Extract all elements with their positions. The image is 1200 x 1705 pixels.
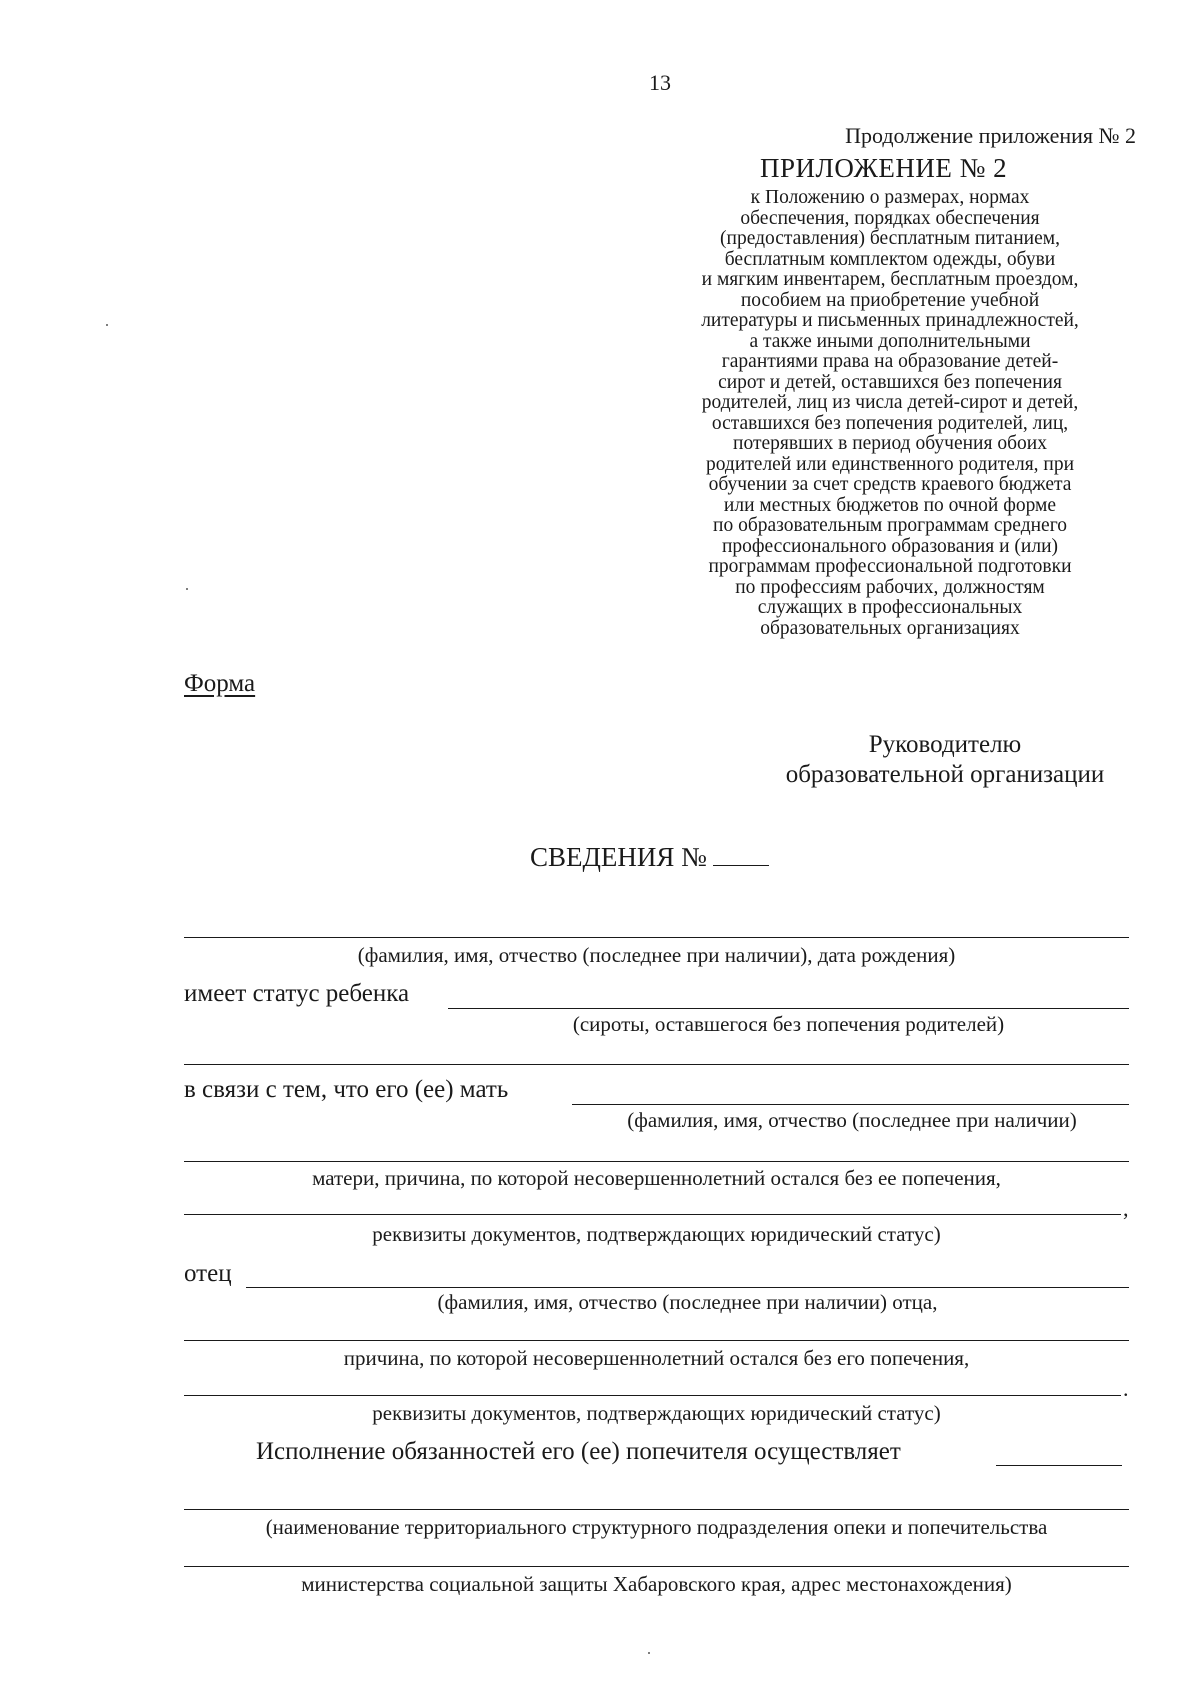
appendix-description — [640, 188, 1140, 639]
appendix-description-line: родителей, лиц из числа детей-сирот и детей, — [701, 392, 1079, 413]
appendix-description-line: сирот и детей, оставшихся без попечения — [718, 371, 1062, 393]
appendix-description-line: или местных бюджетов по очной форме — [723, 494, 1057, 516]
document-title — [530, 842, 769, 873]
appendix-description-line: по образовательным программам среднего — [713, 515, 1067, 536]
appendix-description-line: программам профессиональной подготовки — [708, 556, 1072, 577]
caption-father-fio: (фамилия, имя, отчество (последнее при наличии) отца, — [437, 1290, 938, 1314]
guardian-ministry-line[interactable] — [184, 1566, 1129, 1567]
page-number: 13 — [649, 70, 671, 95]
father-reason-line[interactable] — [184, 1340, 1129, 1341]
appendix-description-line: родителей или единственного родителя, при — [705, 453, 1075, 475]
child-fio-line[interactable] — [184, 937, 1129, 938]
appendix-description-line: обучении за счет средств краевого бюджета — [708, 474, 1072, 495]
addressee — [760, 730, 1130, 790]
father-docs-line[interactable] — [184, 1395, 1121, 1396]
appendix-description-line: к Положению о размерах, нормах — [750, 187, 1030, 208]
scan-speck — [648, 1652, 650, 1654]
caption-mother-reason: матери, причина, по которой несовершеннолетний остался без ее попечения, — [312, 1166, 1001, 1190]
caption-fio-birth: (фамилия, имя, отчество (последнее при наличии), дата рождения) — [357, 943, 956, 967]
appendix-description-line: потерявших в период обучения обоих — [733, 433, 1047, 454]
appendix-description-line: по профессиям рабочих, должностям — [735, 576, 1045, 598]
father-fio-field[interactable] — [246, 1287, 1129, 1288]
mother-label: в связи с тем, что его (ее) мать — [184, 1076, 509, 1103]
guardian-field[interactable] — [996, 1465, 1122, 1466]
mother-docs-comma: , — [1123, 1196, 1129, 1221]
mother-fio-field[interactable] — [572, 1104, 1129, 1105]
continuation-note: Продолжение приложения № 2 — [845, 123, 1136, 148]
appendix-description-line: литературы и письменных принадлежностей, — [701, 310, 1079, 331]
caption-status: (сироты, оставшегося без попечения родителей) — [572, 1012, 1005, 1036]
document-title-text: СВЕДЕНИЯ № — [530, 842, 707, 872]
appendix-description-line: образовательных организациях — [760, 617, 1020, 639]
status-field[interactable] — [448, 1008, 1129, 1009]
father-docs-period: . — [1123, 1376, 1129, 1401]
caption-guardian-ministry: министерства социальной защиты Хабаровского края, адрес местонахождения) — [301, 1572, 1012, 1596]
appendix-description-line: бесплатным комплектом одежды, обуви — [724, 248, 1056, 270]
appendix-description-line: оставшихся без попечения родителей, лиц, — [711, 412, 1069, 434]
appendix-description-line: пособием на приобретение учебной — [740, 289, 1040, 311]
guardian-label: Исполнение обязанностей его (ее) попечителя осуществляет — [256, 1438, 901, 1465]
appendix-description-line: обеспечения, порядках обеспечения — [740, 207, 1040, 229]
appendix-description-line: а также иными дополнительными — [749, 330, 1031, 352]
scan-speck — [106, 324, 108, 326]
status-continuation-line[interactable] — [184, 1064, 1129, 1065]
guardian-org-line[interactable] — [184, 1509, 1129, 1510]
mother-reason-line[interactable] — [184, 1161, 1129, 1162]
caption-father-reason: причина, по которой несовершеннолетний остался без его попечения, — [343, 1346, 970, 1370]
appendix-title: ПРИЛОЖЕНИЕ № 2 — [760, 153, 1008, 183]
appendix-description-line: служащих в профессиональных — [757, 597, 1023, 618]
appendix-description-line: (предоставления) бесплатным питанием, — [720, 228, 1060, 249]
father-label: отец — [184, 1260, 232, 1287]
appendix-description-line: профессионального образования и (или) — [721, 535, 1059, 557]
document-number-blank[interactable] — [713, 843, 769, 866]
scan-speck — [186, 588, 188, 590]
caption-guardian-org: (наименование территориального структурного подразделения опеки и попечительства — [265, 1515, 1048, 1539]
caption-father-docs: реквизиты документов, подтверждающих юридический статус) — [372, 1401, 941, 1425]
appendix-description-line: гарантиями права на образование детей- — [721, 351, 1059, 372]
appendix-description-line: и мягким инвентарем, бесплатным проездом, — [701, 269, 1079, 290]
status-label: имеет статус ребенка — [184, 980, 410, 1007]
addressee-line: Руководителю — [868, 731, 1022, 758]
mother-docs-line[interactable] — [184, 1214, 1121, 1215]
caption-mother-fio: (фамилия, имя, отчество (последнее при наличии) — [627, 1108, 1077, 1132]
addressee-line: образовательной организации — [785, 761, 1105, 788]
form-label: Форма — [184, 670, 256, 697]
caption-mother-docs: реквизиты документов, подтверждающих юридический статус) — [372, 1222, 941, 1246]
